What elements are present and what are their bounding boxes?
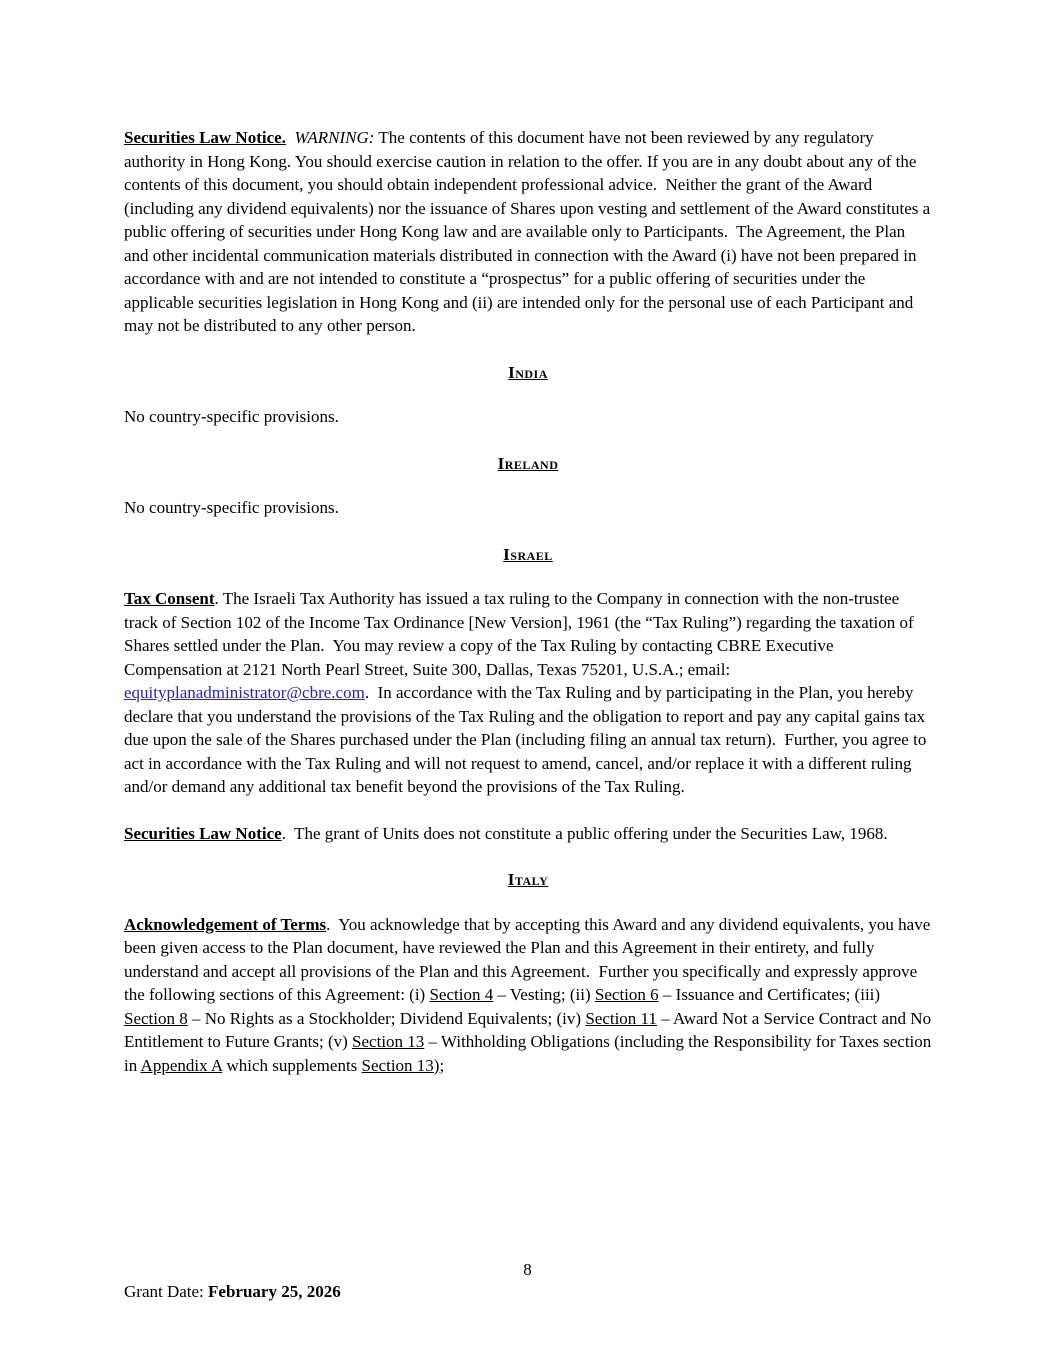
text-run: . In accordance with the Tax Ruling and by participating in the Plan, you hereby declare that you understand the provisions of the Tax Ruling and the obligation to report and pay any capital gains tax due upon the sale of the Shares purchased under the Plan (including filing an annual tax return). Further, you agree to act in accordance with the Tax Ruling and will not request to amend, cancel, and/or replace it with a different ruling and/or demand any additional tax benefit beyond the provisions of the Tax Ruling. bbox=[124, 683, 931, 796]
text-run: Tax Consent bbox=[124, 589, 215, 608]
text-run: . The Israeli Tax Authority has issued a tax ruling to the Company in connection with the non-trustee track of Section 102 of the Income Tax Ordinance [New Version], 1961 (the “Tax Ruling”) regarding the taxation of Shares settled under the Plan. You may review a copy of the Tax Ruling by contacting CBRE Executive Compensation at 2121 North Pearl Street, Suite 300, Dallas, Texas 75201, U.S.A.; email: bbox=[124, 589, 918, 679]
text-run: Section 13 bbox=[352, 1032, 425, 1051]
document-content bbox=[124, 126, 936, 1100]
text-run: – Issuance and Certificates; (iii) bbox=[658, 985, 885, 1004]
text-run: ; bbox=[439, 1055, 445, 1075]
paragraph-tax-consent bbox=[124, 587, 932, 799]
section-heading-india: India bbox=[508, 362, 548, 382]
text-run: WARNING: bbox=[294, 128, 375, 147]
paragraph-ireland-no-provisions: No country-specific provisions. bbox=[124, 498, 339, 517]
text-run: – Withholding Obligations (including the Responsibility for Taxes section in bbox=[124, 1032, 936, 1075]
text-run: Section 4 bbox=[429, 985, 494, 1004]
paragraph-acknowledgement-of-terms bbox=[124, 913, 936, 1078]
paragraph-india-no-provisions: No country-specific provisions. bbox=[124, 407, 339, 426]
grant-date-label: Grant Date: bbox=[124, 1282, 209, 1301]
text-run: Acknowledgement of Terms bbox=[124, 914, 327, 934]
text-run: Section 11 bbox=[585, 1008, 657, 1028]
text-run: Section 8 bbox=[124, 1008, 188, 1028]
text-run: which supplements bbox=[222, 1055, 362, 1075]
text-run: – Award Not a Service Contract and No Entitlement to Future Grants; (v) bbox=[124, 1008, 936, 1051]
grant-date-line bbox=[124, 1280, 341, 1304]
grant-date-value: February 25, 2026 bbox=[208, 1282, 341, 1301]
text-run: Securities Law Notice. bbox=[124, 128, 286, 147]
paragraph-securities-law-notice-hong-kong bbox=[124, 126, 935, 338]
section-heading-italy: Italy bbox=[507, 870, 549, 889]
text-run: – No Rights as a Stockholder; Dividend Equivalents; (iv) bbox=[187, 1008, 586, 1028]
page-number: 8 bbox=[523, 1260, 532, 1279]
text-run: . You acknowledge that by accepting this Award and any dividend equivalents, you have been given access to the Plan document, have reviewed the Plan and this Agreement in their entirety, and fully understand and accept all provisions of the Plan and this Agreement. Further you specifically and expressly approve the following sections of this Agreement: (i) bbox=[124, 914, 935, 1004]
section-heading-israel: Israel bbox=[503, 544, 553, 564]
text-run: Securities Law Notice bbox=[124, 823, 282, 843]
section-heading-ireland: Ireland bbox=[497, 453, 559, 473]
text-run: Appendix A bbox=[140, 1055, 223, 1075]
text-run: Section 6 bbox=[594, 985, 659, 1004]
text-run: Section 13) bbox=[361, 1055, 440, 1075]
text-run: . The grant of Units does not constitute a public offering under the Securities Law, 1968. bbox=[281, 823, 888, 843]
text-run: – Vesting; (ii) bbox=[493, 985, 595, 1004]
paragraph-securities-law-notice-israel bbox=[124, 822, 932, 846]
email-link[interactable]: equityplanadministrator@cbre.com bbox=[124, 683, 365, 702]
text-run: The contents of this document have not been reviewed by any regulatory authority in Hong Kong. You should exercise caution in relation to the offer. If you are in any doubt about any of the contents of this document, you should obtain independent professional advice. Neither the grant of the Award (including any dividend equivalents) nor the issuance of Shares upon vesting and settlement of the Award constitutes a public offering of securities under Hong Kong law and are available only to Participants. The Agreement, the Plan and other incidental communication materials distributed in connection with the Award (i) have not been prepared in accordance with and are not intended to constitute a “prospectus” for a public offering of securities under the applicable securities legislation in Hong Kong and (ii) are intended only for the personal use of each Participant and may not be distributed to any other person. bbox=[124, 128, 935, 335]
